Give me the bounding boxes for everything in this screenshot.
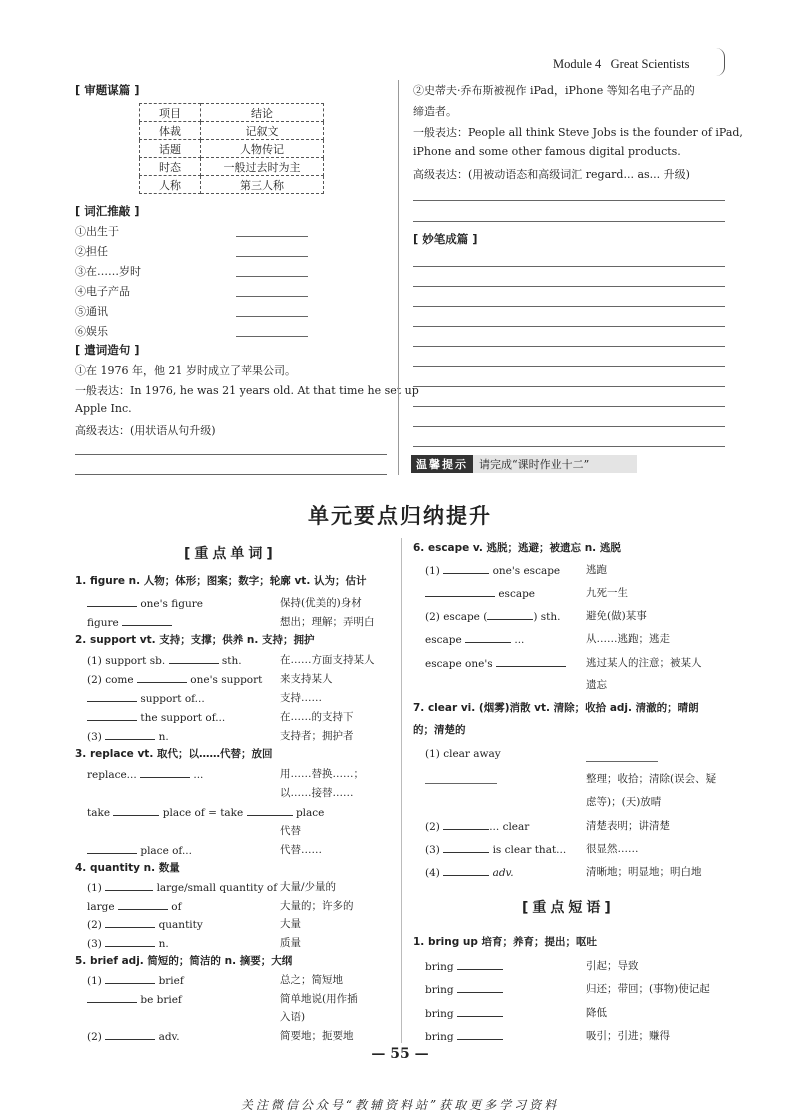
sentence-1-en-a: 一般表达：In 1976, he was 21 years old. At that time he set up	[75, 384, 419, 397]
table-cell: 体裁	[140, 122, 201, 140]
writing-line[interactable]	[413, 306, 725, 307]
list-item: 来支持某人	[280, 673, 333, 685]
entry-replace: 3. replace vt. 取代；以……代替；放回	[75, 748, 273, 760]
writing-line[interactable]	[413, 446, 725, 447]
list-item: (2) adv.	[87, 1028, 180, 1043]
entry-bring-up: 1. bring up 培育；养育；提出；呕吐	[413, 936, 598, 948]
vocab-blank[interactable]	[236, 256, 308, 257]
vocab-blank[interactable]	[236, 296, 308, 297]
list-item: 保持(优美的)身材	[280, 597, 362, 609]
list-item: 在……方面支持某人	[280, 654, 375, 666]
list-item: one's figure	[87, 595, 203, 610]
list-item: (1) brief	[87, 972, 184, 987]
entry-support: 2. support vt. 支持；支撑；供养 n. 支持；拥护	[75, 634, 315, 646]
list-item: 质量	[280, 937, 301, 949]
list-item: (2) ... clear	[425, 818, 529, 833]
list-item: (2) escape ( ) sth.	[425, 608, 560, 623]
list-item: (2) quantity	[87, 916, 203, 931]
module-header	[553, 57, 689, 72]
entry-brief: 5. brief adj. 简短的；简洁的 n. 摘要；大纲	[75, 955, 293, 967]
list-item: 从……逃跑；逃走	[586, 633, 670, 645]
list-item: (3) is clear that...	[425, 841, 566, 856]
sentence-2-cn-b: 缔造者。	[413, 105, 457, 118]
list-item: 以……接替……	[280, 787, 354, 799]
writing-line[interactable]	[413, 326, 725, 327]
module-label: Module 4	[553, 57, 602, 71]
analysis-label: [ 审题谋篇 ]	[75, 83, 140, 97]
summary-title: 单元要点归纳提升	[308, 504, 492, 528]
list-item: bring	[425, 958, 503, 973]
list-item: figure	[87, 614, 172, 629]
list-item: 大量/少量的	[280, 881, 337, 893]
list-item: 清楚表明；讲清楚	[586, 820, 670, 832]
list-item: be brief	[87, 991, 182, 1006]
list-item: large of	[87, 898, 181, 913]
list-item: 支持……	[280, 692, 322, 704]
module-title: Great Scientists	[610, 57, 690, 71]
answer-line[interactable]	[413, 221, 725, 222]
entry-escape: 6. escape v. 逃脱；逃避；被遗忘 n. 逃脱	[413, 542, 621, 554]
list-item: 支持者；拥护者	[280, 730, 354, 742]
list-item: escape	[425, 585, 535, 600]
table-cell: 话题	[140, 140, 201, 158]
list-item: 大量	[280, 918, 301, 930]
list-item: (3) n.	[87, 728, 169, 743]
list-item: (1) one's escape	[425, 562, 560, 577]
sentence-1-cn: ①在 1976 年，他 21 岁时成立了苹果公司。	[75, 364, 296, 377]
table-cell: 一般过去时为主	[201, 158, 324, 176]
tip-text: 请完成“课时作业十二”	[479, 458, 590, 471]
table-cell: 第三人称	[201, 176, 324, 194]
list-item: 逃过某人的注意；被某人	[586, 657, 702, 669]
sentence-2-adv: 高级表达：(用被动语态和高级词汇 regard... as... 升级)	[413, 168, 690, 181]
list-item: 整理；收拾；清除(误会、疑	[586, 773, 717, 785]
list-item: (1) large/small quantity of	[87, 879, 277, 894]
vocab-item: ⑤通讯	[75, 305, 108, 318]
table-cell: 记叙文	[201, 122, 324, 140]
list-item: place of...	[87, 842, 192, 857]
writing-line[interactable]	[413, 426, 725, 427]
answer-blank[interactable]	[425, 783, 497, 784]
sentence-label: [ 遣词造句 ]	[75, 343, 140, 357]
list-item: 虑等)；(天)放晴	[586, 796, 662, 808]
list-item: support of...	[87, 690, 205, 705]
vocab-item: ③在……岁时	[75, 265, 141, 278]
column-divider	[398, 80, 399, 475]
list-item: (4) adv.	[425, 864, 514, 879]
entry-clear: 7. clear vi. (烟雾)消散 vt. 清除；收拾 adj. 清澈的；晴朗	[413, 702, 699, 714]
list-item: 吸引；引进；赚得	[586, 1030, 670, 1042]
answer-blank[interactable]	[586, 761, 658, 762]
entry-quantity: 4. quantity n. 数量	[75, 862, 180, 874]
list-item: (3) n.	[87, 935, 169, 950]
page-number: — 55 —	[371, 1046, 429, 1062]
list-item: bring	[425, 1005, 503, 1020]
vocab-blank[interactable]	[236, 336, 308, 337]
list-item: 用……替换……；	[280, 768, 364, 780]
answer-line[interactable]	[75, 474, 387, 475]
list-item: 逃跑	[586, 564, 607, 576]
writing-line[interactable]	[413, 406, 725, 407]
list-item: 避免(做)某事	[586, 610, 647, 622]
summary-divider	[401, 538, 402, 1043]
list-item: 代替……	[280, 844, 322, 856]
list-item: (1) support sb. sth.	[87, 652, 242, 667]
list-item: the support of...	[87, 709, 225, 724]
list-item: 归还；带回；(事物)使记起	[586, 983, 710, 995]
list-item: 简要地；扼要地	[280, 1030, 354, 1042]
vocab-blank[interactable]	[236, 276, 308, 277]
list-item: 代替	[280, 825, 301, 837]
sentence-2-cn-a: ②史蒂夫·乔布斯被视作 iPad，iPhone 等知名电子产品的	[413, 84, 695, 97]
table-head: 项目	[140, 104, 201, 122]
list-item: 九死一生	[586, 587, 628, 599]
vocab-item: ①出生于	[75, 225, 119, 238]
writing-line[interactable]	[413, 266, 725, 267]
list-item: 很显然……	[586, 843, 639, 855]
writing-line[interactable]	[413, 386, 725, 387]
table-cell: 人称	[140, 176, 201, 194]
list-item: bring	[425, 981, 503, 996]
table-cell: 人物传记	[201, 140, 324, 158]
writing-line[interactable]	[413, 346, 725, 347]
writing-line[interactable]	[413, 286, 725, 287]
vocab-label: [ 词汇推敲 ]	[75, 204, 140, 218]
sentence-1-en-b: Apple Inc.	[75, 402, 132, 415]
vocab-blank[interactable]	[236, 316, 308, 317]
vocab-item: ④电子产品	[75, 285, 130, 298]
list-item: bring	[425, 1028, 503, 1043]
answer-line[interactable]	[413, 200, 725, 201]
answer-line[interactable]	[75, 454, 387, 455]
analysis-table	[139, 103, 324, 194]
key-phrases-head: [重点短语]	[522, 900, 615, 916]
list-item: escape one's	[425, 655, 566, 670]
list-item: 引起；导致	[586, 960, 639, 972]
header-bracket	[716, 48, 725, 76]
list-item: replace... ...	[87, 766, 203, 781]
list-item: take place of = take place	[87, 804, 324, 819]
list-item: 想出；理解；弄明白	[280, 616, 375, 628]
table-cell: 时态	[140, 158, 201, 176]
list-item: 总之；简短地	[280, 974, 343, 986]
entry-clear-cont: 的；清楚的	[413, 724, 466, 736]
sentence-1-adv: 高级表达：(用状语从句升级)	[75, 424, 216, 437]
table-head: 结论	[201, 104, 324, 122]
vocab-blank[interactable]	[236, 236, 308, 237]
list-item: 大量的；许多的	[280, 900, 354, 912]
list-item: 简单地说(用作插	[280, 993, 358, 1005]
writing-line[interactable]	[413, 366, 725, 367]
key-words-head: [重点单词]	[184, 546, 277, 562]
writing-label: [ 妙笔成篇 ]	[413, 232, 478, 246]
list-item: (1) clear away	[425, 748, 501, 760]
footer-note: 关注微信公众号“教辅资料站”获取更多学习资料	[240, 1098, 560, 1112]
entry-figure: 1. figure n. 人物；体形；图案；数字；轮廓 vt. 认为；估计	[75, 575, 367, 587]
list-item: 遗忘	[586, 679, 607, 691]
vocab-item: ⑥娱乐	[75, 325, 108, 338]
list-item: escape ...	[425, 631, 524, 646]
sentence-2-en-a: 一般表达：People all think Steve Jobs is the founder of iPad,	[413, 126, 743, 139]
tip-box: 温馨提示	[411, 455, 473, 473]
list-item: (2) come one's support	[87, 671, 262, 686]
sentence-2-en-b: iPhone and some other famous digital products.	[413, 145, 681, 158]
tip-banner	[411, 455, 637, 473]
list-item: 在……的支持下	[280, 711, 354, 723]
list-item: 清晰地；明显地；明白地	[586, 866, 702, 878]
list-item: 降低	[586, 1007, 607, 1019]
list-item: 入语)	[280, 1011, 306, 1023]
vocab-item: ②担任	[75, 245, 108, 258]
